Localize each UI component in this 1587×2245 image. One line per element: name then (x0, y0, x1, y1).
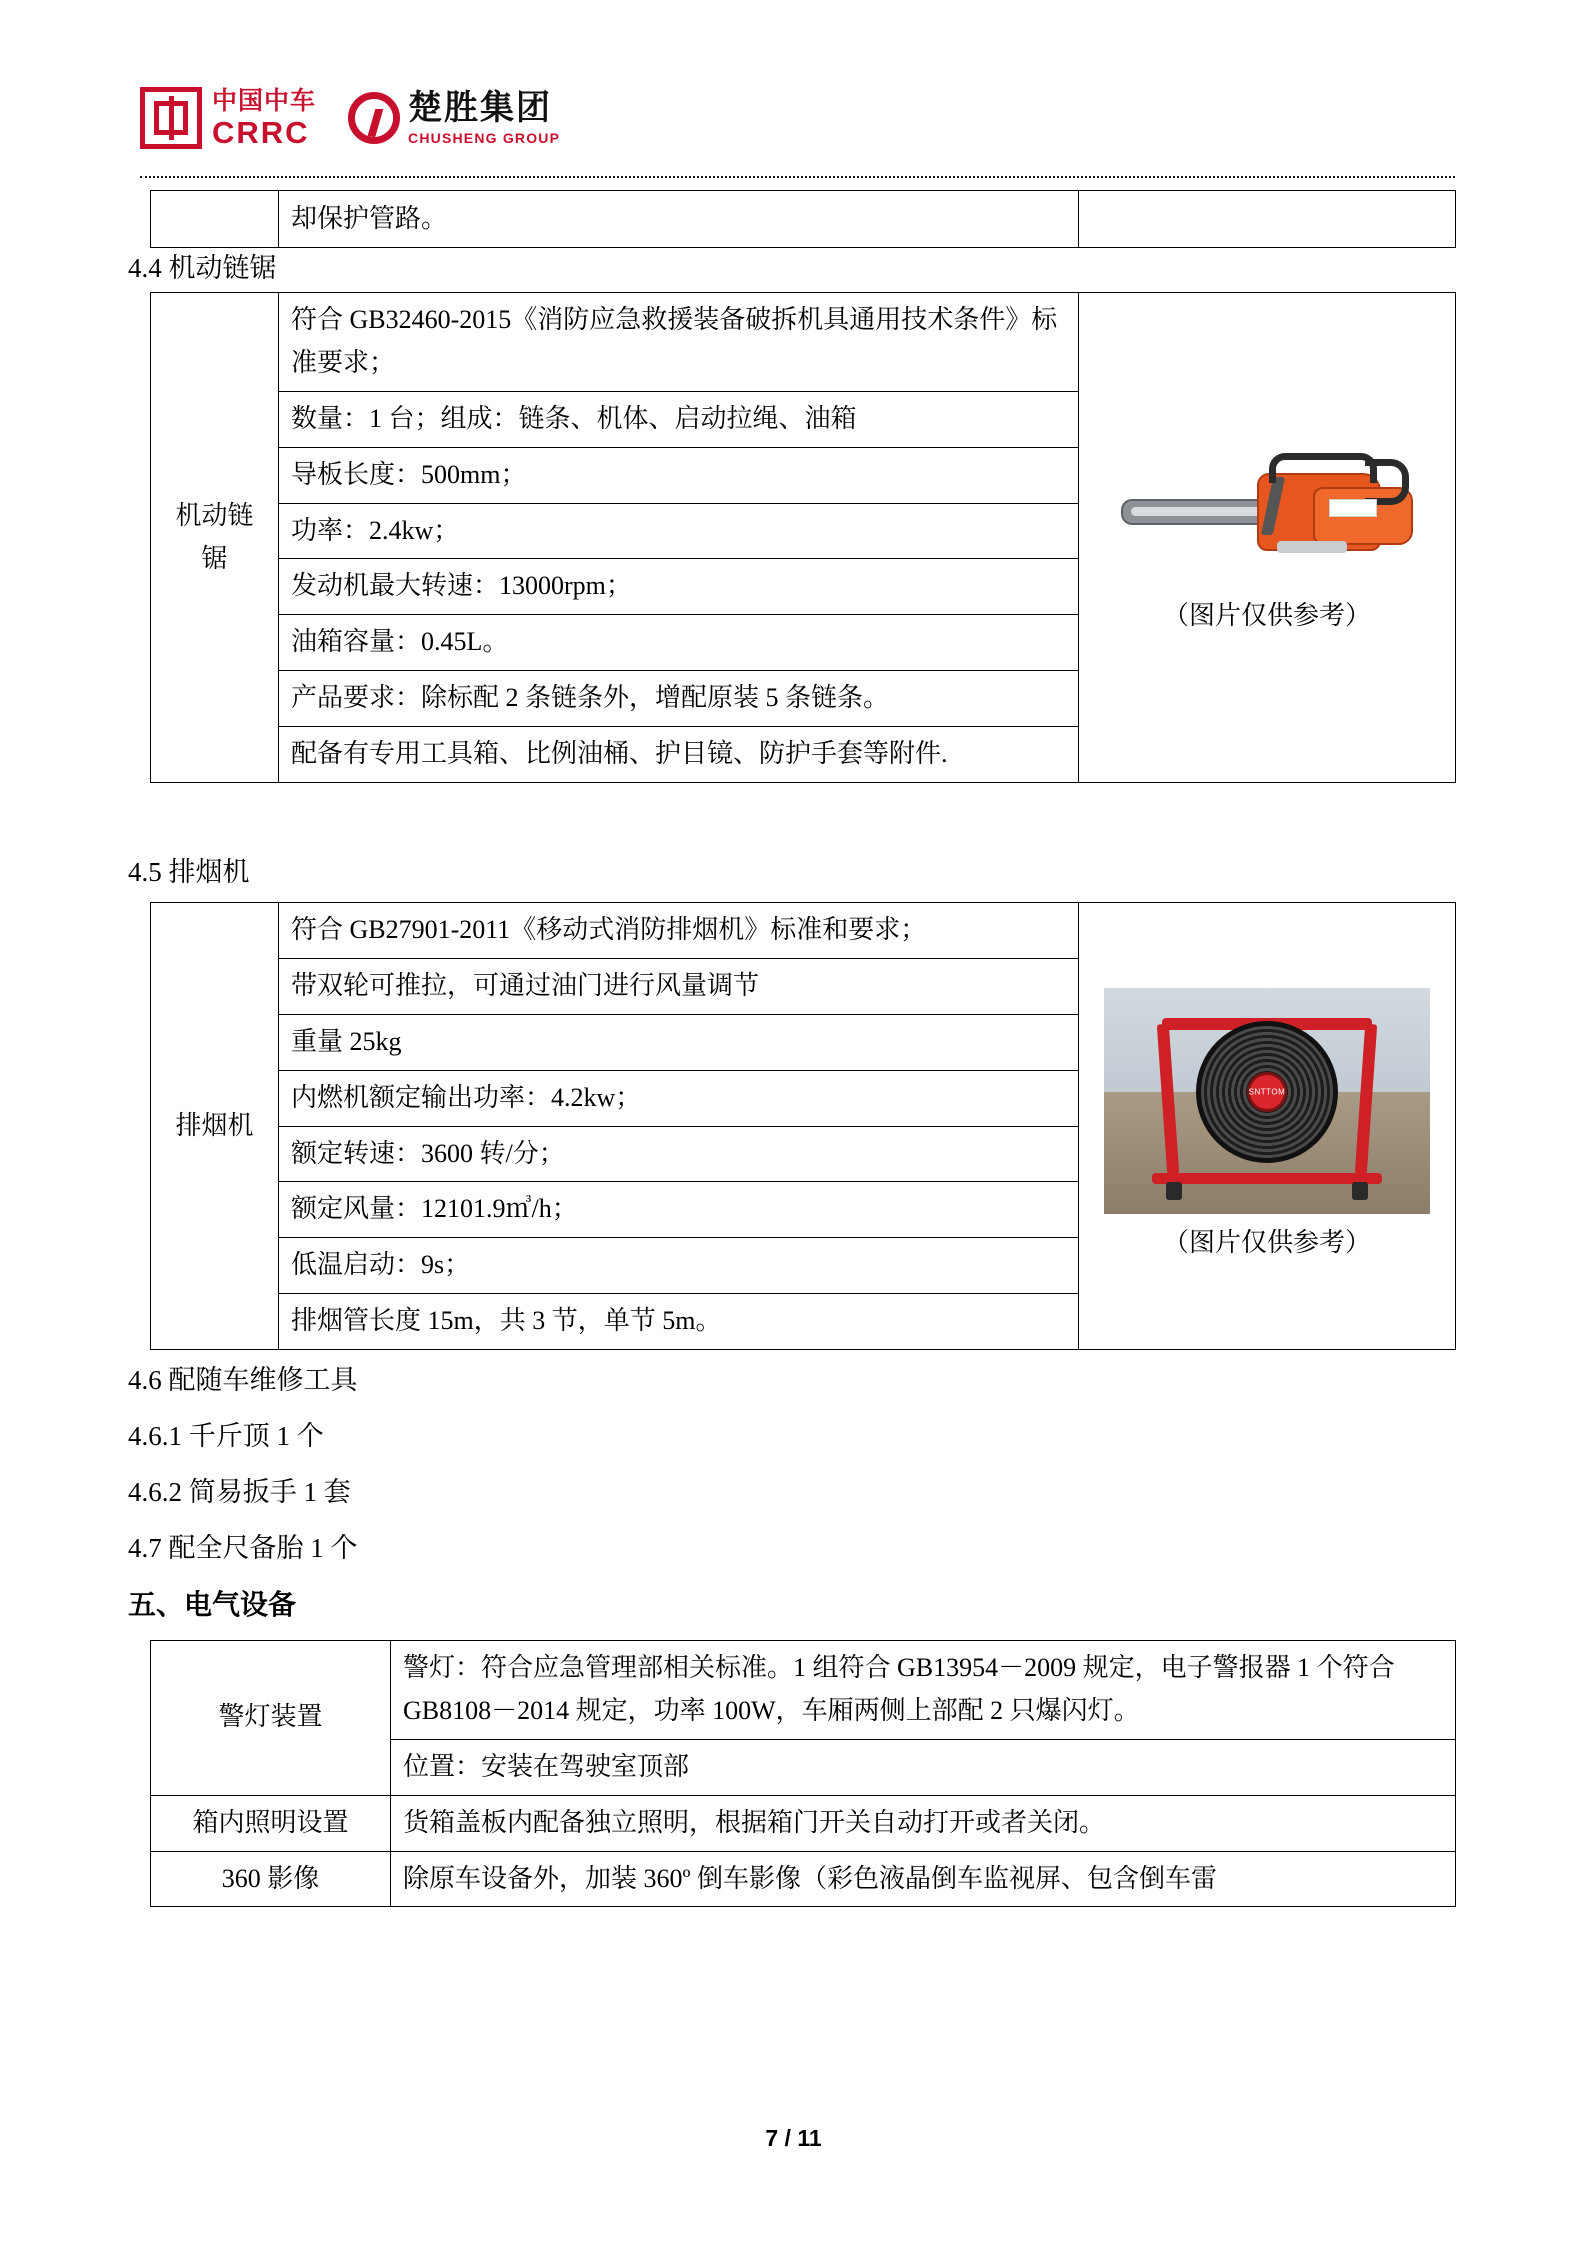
chusheng-wordmark (408, 91, 560, 145)
chainsaw-image-caption: （图片仅供参考） (1162, 601, 1371, 631)
heading-4-4: 4.4 机动链锯 (128, 253, 277, 283)
fan-spec-cold-start: 低温启动：9s； (279, 1238, 1079, 1294)
chainsaw-spec-max-rpm: 发动机最大转速：13000rpm； (279, 559, 1079, 615)
table-row (151, 1795, 1456, 1851)
fan-label-cell: 排烟机 (151, 903, 279, 1350)
page-header (140, 78, 1450, 170)
heading-4-6: 4.6 配随车维修工具 (128, 1365, 358, 1395)
crrc-wordmark (212, 86, 317, 150)
continuation-text-cell: 却保护管路。 (279, 191, 1079, 248)
crrc-name-cn: 中国中车 (212, 86, 317, 115)
chusheng-name-cn: 楚胜集团 (408, 89, 553, 127)
fan-image-caption: （图片仅供参考） (1162, 1227, 1371, 1257)
chusheng-logo (334, 91, 560, 145)
smoke-exhaust-fan-photo (1104, 988, 1430, 1214)
crrc-name-en: CRRC (212, 114, 310, 150)
fan-spec-rated-speed: 额定转速：3600 转/分； (279, 1126, 1079, 1182)
page-number: 7 / 11 (765, 2125, 822, 2151)
fan-foot-right (1352, 1182, 1368, 1200)
warning-light-position-cell: 位置：安装在驾驶室顶部 (391, 1739, 1456, 1795)
heading-4-5: 4.5 排烟机 (128, 857, 250, 887)
item-4-6-1: 4.6.1 千斤顶 1 个 (128, 1421, 324, 1451)
electrical-equipment-table (150, 1640, 1456, 1907)
chainsaw-spec-tank: 油箱容量：0.45L。 (279, 615, 1079, 671)
fan-hub-label: SNTTOM (1248, 1087, 1286, 1097)
chainsaw-spec-power: 功率：2.4kw； (279, 503, 1079, 559)
chainsaw-image-cell (1079, 293, 1456, 783)
table-row (151, 191, 1456, 248)
fan-spec-duct-length: 排烟管长度 15m，共 3 节，单节 5m。 (279, 1294, 1079, 1350)
fan-spec-weight: 重量 25kg (279, 1014, 1079, 1070)
crrc-logo (140, 87, 316, 149)
chainsaw-spec-accessories: 配备有专用工具箱、比例油桶、护目镜、防护手套等附件. (279, 727, 1079, 783)
fan-foot-left (1166, 1182, 1182, 1200)
chainsaw-table (150, 292, 1456, 783)
camera-360-label-cell: 360 影像 (151, 1851, 391, 1907)
chainsaw-top-handle (1269, 453, 1377, 483)
fan-spec-engine-power: 内燃机额定输出功率：4.2kw； (279, 1070, 1079, 1126)
chusheng-name-en: CHUSHENG GROUP (408, 130, 561, 146)
header-divider (140, 176, 1455, 178)
table-row (151, 903, 1456, 959)
chainsaw-bottom-trim (1277, 541, 1347, 553)
table-row (151, 293, 1456, 392)
chainsaw-guide-bar (1121, 499, 1275, 525)
continuation-label-cell (151, 191, 279, 248)
crrc-emblem-icon (140, 87, 202, 149)
chainsaw-spec-product-requirement: 产品要求：除标配 2 条链条外，增配原装 5 条链条。 (279, 671, 1079, 727)
chainsaw-photo (1117, 437, 1417, 587)
fan-spec-wheels: 带双轮可推拉，可通过油门进行风量调节 (279, 958, 1079, 1014)
fan-hub (1247, 1072, 1287, 1112)
camera-360-value-cell: 除原车设备外，加装 360º 倒车影像（彩色液晶倒车监视屏、包含倒车雷 (391, 1851, 1456, 1907)
smoke-exhaust-table (150, 902, 1456, 1350)
item-4-7: 4.7 配全尺备胎 1 个 (128, 1533, 358, 1563)
fan-frame-bottom (1152, 1173, 1382, 1184)
box-lighting-label-cell: 箱内照明设置 (151, 1795, 391, 1851)
logo-row (140, 78, 1450, 158)
page-footer (0, 2125, 1587, 2152)
warning-light-label-cell: 警灯装置 (151, 1641, 391, 1796)
heading-section-5: 五、电气设备 (128, 1590, 297, 1621)
continuation-image-cell (1079, 191, 1456, 248)
fan-spec-standard: 符合 GB27901-2011《移动式消防排烟机》标准和要求； (279, 903, 1079, 959)
fan-spec-rated-airflow: 额定风量：12101.9㎥/h； (279, 1182, 1079, 1238)
warning-light-spec-cell: 警灯：符合应急管理部相关标准。1 组符合 GB13954－2009 规定，电子警报器 1 个符合 GB8108－2014 规定，功率 100W，车厢两侧上部配 2 只爆闪灯。 (391, 1641, 1456, 1740)
table-row (151, 1851, 1456, 1907)
chainsaw-label-cell: 机动链锯 (151, 293, 279, 783)
chainsaw-spec-standard: 符合 GB32460-2015《消防应急救援装备破拆机具通用技术条件》标准要求； (279, 293, 1079, 392)
continuation-table (150, 190, 1456, 248)
table-row (151, 1641, 1456, 1740)
chainsaw-brand-label (1329, 499, 1377, 517)
chainsaw-spec-bar-length: 导板长度：500mm； (279, 447, 1079, 503)
chainsaw-spec-quantity: 数量：1 台；组成：链条、机体、启动拉绳、油箱 (279, 391, 1079, 447)
item-4-6-2: 4.6.2 简易扳手 1 套 (128, 1477, 351, 1507)
box-lighting-value-cell: 货箱盖板内配备独立照明，根据箱门开关自动打开或者关闭。 (391, 1795, 1456, 1851)
fan-image-cell (1079, 903, 1456, 1350)
chusheng-emblem-icon (348, 92, 400, 144)
fan-grille (1196, 1021, 1338, 1163)
